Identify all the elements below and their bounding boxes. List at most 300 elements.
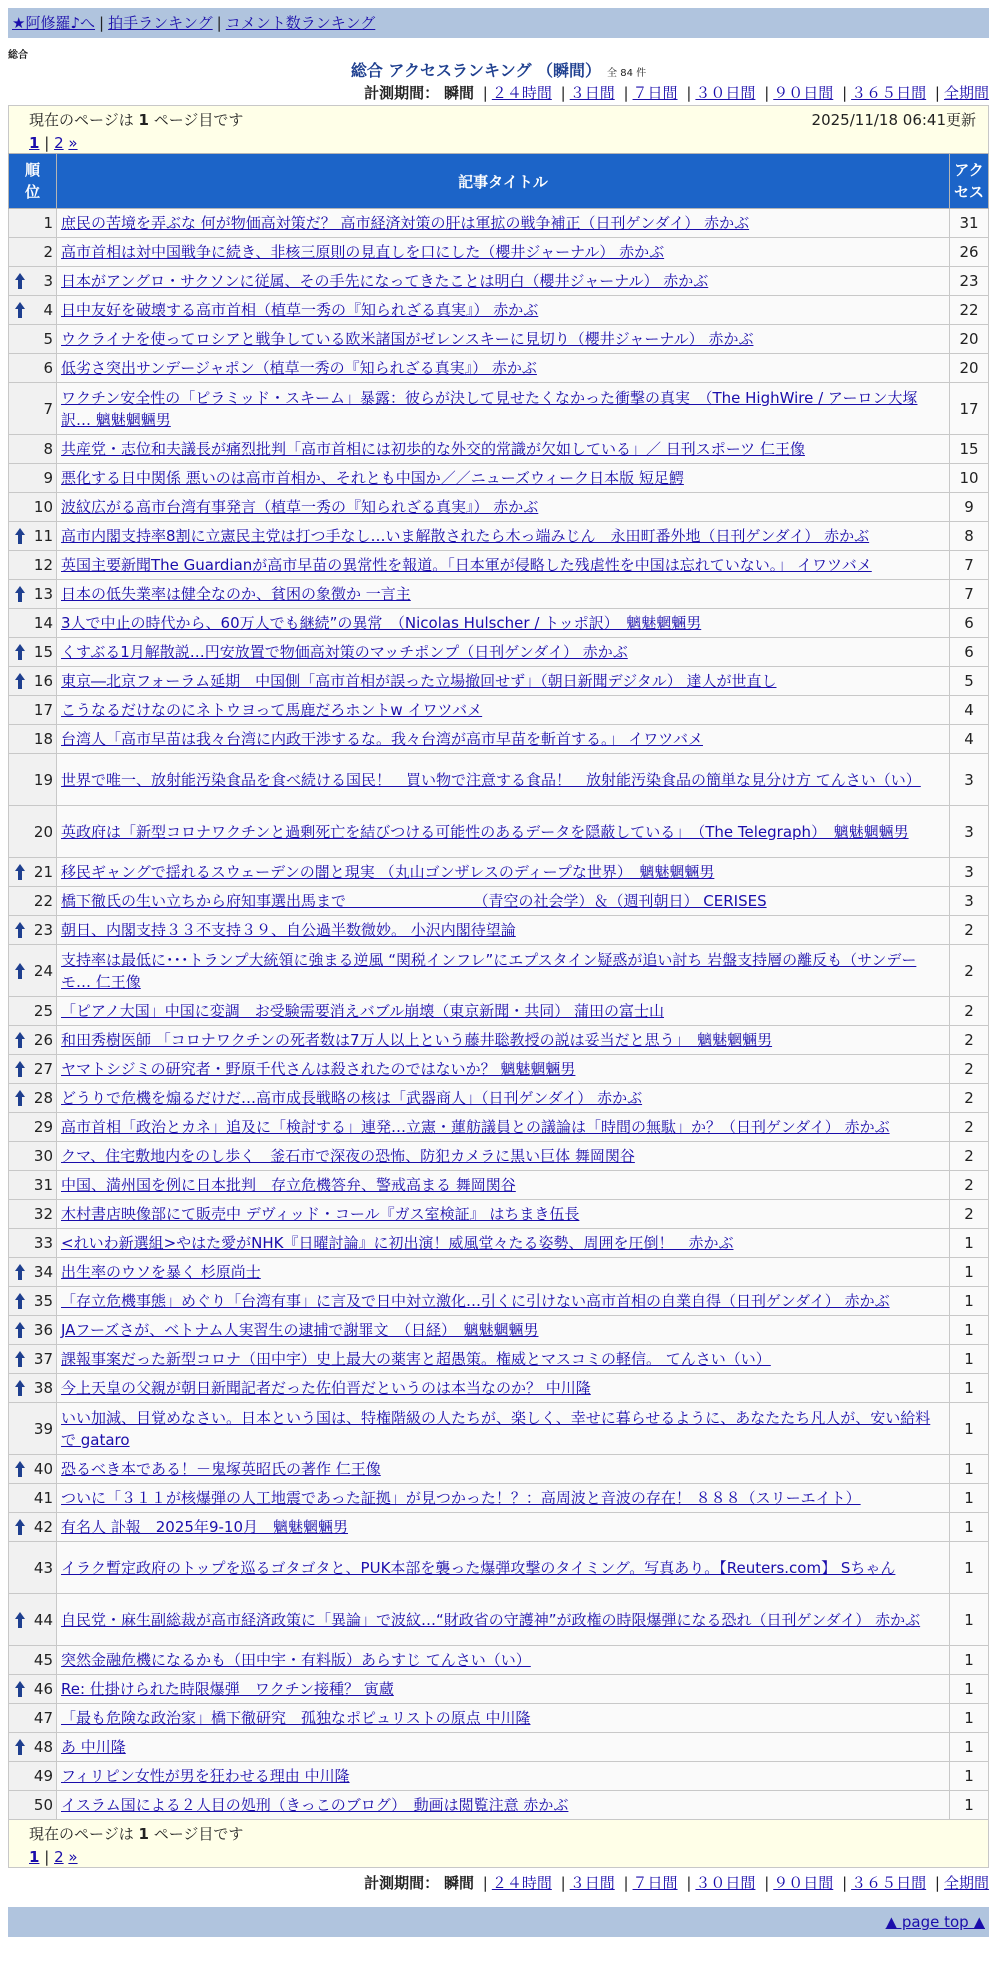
title-cell bbox=[57, 1287, 950, 1316]
up-arrow-icon bbox=[14, 272, 26, 290]
title-cell bbox=[57, 1084, 950, 1113]
access-count: 31 bbox=[950, 209, 989, 238]
title-cell bbox=[57, 1345, 950, 1374]
article-title-link[interactable]: 高市内閣支持率8割に立憲民主党は打つ手なし…いま解散されたら木っ端みじん 永田町番外地（日刊ゲンダイ） 赤かぶ bbox=[61, 527, 870, 545]
title-cell bbox=[57, 609, 950, 638]
article-title-link[interactable]: 今上天皇の父親が朝日新聞記者だった佐伯晋だというのは本当なのか？ 中川隆 bbox=[61, 1379, 591, 1397]
title-cell bbox=[57, 1704, 950, 1733]
article-title-link[interactable]: JAフーズさが、ベトナム人実習生の逮捕で謝罪文 （日経） 魑魅魍魎男 bbox=[61, 1321, 539, 1339]
access-count: 1 bbox=[950, 1791, 989, 1820]
up-arrow-icon bbox=[14, 1460, 26, 1478]
access-count: 22 bbox=[950, 296, 989, 325]
rank-column-header bbox=[9, 154, 57, 209]
rank-number: 21 bbox=[33, 863, 53, 881]
pager-bottom bbox=[8, 1820, 989, 1868]
title-cell bbox=[57, 1513, 950, 1542]
access-count: 2 bbox=[950, 916, 989, 945]
article-title-link[interactable]: 「最も危険な政治家」橋下徹研究 孤独なポピュリストの原点 中川隆 bbox=[61, 1709, 531, 1727]
access-count: 3 bbox=[950, 754, 989, 806]
access-column-header bbox=[950, 154, 989, 209]
table-row bbox=[9, 580, 989, 609]
access-count: 1 bbox=[950, 1542, 989, 1594]
rank-number: 17 bbox=[33, 701, 53, 719]
access-count: 1 bbox=[950, 1229, 989, 1258]
nav-separator: | bbox=[216, 14, 222, 32]
article-title-link[interactable]: 突然金融危機になるかも（田中宇・有料版）あらすじ てんさい（い） bbox=[61, 1651, 531, 1669]
category-label: 総合 bbox=[8, 50, 28, 61]
article-title-link[interactable]: 支持率は最低に･･･トランプ大統領に強まる逆風 “関税インフレ”にエプスタイン疑惑が追い討ち 岩盤支持層の離反も（サンデーモ… 仁王像 bbox=[61, 950, 917, 991]
article-title-link[interactable]: くすぶる1月解散説…円安放置で物価高対策のマッチポンプ（日刊ゲンダイ） 赤かぶ bbox=[61, 643, 628, 661]
access-count: 2 bbox=[950, 1113, 989, 1142]
rank-number: 36 bbox=[33, 1321, 53, 1339]
access-count: 2 bbox=[950, 1200, 989, 1229]
period-all-link[interactable]: 全期間 bbox=[943, 84, 989, 102]
article-title-link[interactable]: 波紋広がる高市台湾有事発言（植草一秀の『知られざる真実』） 赤かぶ bbox=[61, 498, 539, 516]
article-title-link[interactable]: 日本の低失業率は健全なのか、貧困の象徴か 一言主 bbox=[61, 585, 411, 603]
period-label: 計測期間： bbox=[364, 1874, 440, 1892]
article-title-link[interactable]: ついに「３１１が核爆弾の人工地震であった証拠」が見つかった！？：高周波と音波の存在！ ８８８（スリーエイト） bbox=[61, 1489, 861, 1507]
rank-cell bbox=[9, 1287, 57, 1316]
access-count: 3 bbox=[950, 858, 989, 887]
rank-cell bbox=[9, 1171, 57, 1200]
rank-cell bbox=[9, 296, 57, 325]
pager-separator: | bbox=[44, 134, 50, 152]
title-cell bbox=[57, 1142, 950, 1171]
access-count: 8 bbox=[950, 522, 989, 551]
title-cell bbox=[57, 522, 950, 551]
rank-cell bbox=[9, 267, 57, 296]
rank-cell bbox=[9, 1542, 57, 1594]
period-30d-link[interactable]: ３０日間 bbox=[695, 84, 756, 102]
article-title-link[interactable]: 橋下徹氏の生い立ちから府知事選出馬まで （青空の社会学）＆（週刊朝日） CERISES bbox=[61, 892, 767, 910]
table-row bbox=[9, 1229, 989, 1258]
rank-header-label: 順位 bbox=[24, 161, 40, 201]
table-row bbox=[9, 725, 989, 754]
rank-number: 39 bbox=[33, 1419, 53, 1438]
title-cell bbox=[57, 1229, 950, 1258]
up-arrow-icon bbox=[14, 643, 26, 661]
up-arrow-icon bbox=[14, 1518, 26, 1536]
table-row bbox=[9, 296, 989, 325]
access-count: 1 bbox=[950, 1345, 989, 1374]
page-2-link[interactable]: 2 bbox=[54, 1848, 64, 1866]
page-1-link[interactable]: 1 bbox=[29, 1848, 40, 1866]
rank-number: 9 bbox=[43, 469, 53, 487]
rank-number: 22 bbox=[33, 892, 53, 910]
rank-cell bbox=[9, 1646, 57, 1675]
article-title-link[interactable]: <れいわ新選組>やはた愛がNHK『日曜討論』に初出演！威風堂々たる姿勢、周囲を圧倒！ 赤かぶ bbox=[61, 1234, 734, 1252]
rank-number: 16 bbox=[33, 672, 53, 690]
table-row bbox=[9, 1513, 989, 1542]
article-title-link[interactable]: 課報事案だった新型コロナ（田中宇）史上最大の薬害と超愚策。権威とマスコミの軽信。 てんさい（い） bbox=[61, 1350, 771, 1368]
up-arrow-icon bbox=[14, 1350, 26, 1368]
rank-cell bbox=[9, 580, 57, 609]
up-arrow-icon bbox=[14, 1292, 26, 1310]
rank-cell bbox=[9, 1026, 57, 1055]
ranking-table bbox=[8, 153, 989, 1820]
period-selector-bottom bbox=[8, 1872, 989, 1895]
page-status-pre: 現在のページは bbox=[29, 111, 134, 129]
access-count: 6 bbox=[950, 609, 989, 638]
rank-cell bbox=[9, 464, 57, 493]
item-count: 全 84 件 bbox=[607, 68, 647, 79]
table-row bbox=[9, 1026, 989, 1055]
title-cell bbox=[57, 296, 950, 325]
title-cell bbox=[57, 1646, 950, 1675]
rank-cell bbox=[9, 1762, 57, 1791]
period-separator: | bbox=[764, 84, 770, 102]
up-arrow-icon bbox=[14, 1263, 26, 1281]
rank-number: 33 bbox=[33, 1234, 53, 1252]
rank-cell bbox=[9, 1374, 57, 1403]
article-title-link[interactable]: 台湾人「高市早苗は我々台湾に内政干渉するな。我々台湾が高市早苗を斬首する。」 イワツバメ bbox=[61, 730, 703, 748]
title-cell bbox=[57, 493, 950, 522]
rank-cell bbox=[9, 1084, 57, 1113]
title-cell bbox=[57, 754, 950, 806]
rank-cell bbox=[9, 1316, 57, 1345]
rank-number: 35 bbox=[33, 1292, 53, 1310]
title-cell bbox=[57, 1675, 950, 1704]
article-title-link[interactable]: 恐るべき本である！－鬼塚英昭氏の著作 仁王像 bbox=[61, 1460, 381, 1478]
rank-cell bbox=[9, 667, 57, 696]
rank-number: 2 bbox=[43, 243, 53, 261]
access-count: 1 bbox=[950, 1646, 989, 1675]
page-number: 1 bbox=[138, 111, 149, 129]
rank-number: 3 bbox=[43, 272, 53, 290]
page-2-link[interactable]: 2 bbox=[54, 134, 64, 152]
access-count: 4 bbox=[950, 725, 989, 754]
access-count: 9 bbox=[950, 493, 989, 522]
table-row bbox=[9, 1345, 989, 1374]
article-title-link[interactable]: 有名人 訃報 2025年9-10月 魑魅魍魎男 bbox=[61, 1518, 348, 1536]
title-cell bbox=[57, 667, 950, 696]
title-cell bbox=[57, 858, 950, 887]
next-page-link[interactable]: » bbox=[68, 1848, 78, 1866]
period-7d-link[interactable]: ７日間 bbox=[632, 84, 678, 102]
rank-cell bbox=[9, 325, 57, 354]
title-cell bbox=[57, 1055, 950, 1084]
rank-cell bbox=[9, 887, 57, 916]
article-title-link[interactable]: 木村書店映像部にて販売中 デヴィッド・コール『ガス室検証』 はちまき伍長 bbox=[61, 1205, 580, 1223]
period-30d-link[interactable]: ３０日間 bbox=[695, 1874, 756, 1892]
table-row bbox=[9, 945, 989, 997]
title-cell bbox=[57, 1455, 950, 1484]
rank-number: 40 bbox=[33, 1460, 53, 1478]
table-row bbox=[9, 325, 989, 354]
article-title-link[interactable]: 英国主要新聞The Guardianが高市早苗の異常性を報道。「日本軍が侵略した残虐性を中国は忘れていない。」 イワツバメ bbox=[61, 556, 872, 574]
table-row bbox=[9, 1762, 989, 1791]
article-title-link[interactable]: 和田秀樹医師 「コロナワクチンの死者数は7万人以上という藤井聡教授の説は妥当だと思う」 魑魅魍魎男 bbox=[61, 1031, 773, 1049]
up-arrow-icon bbox=[14, 585, 26, 603]
period-365d-link[interactable]: ３６５日間 bbox=[851, 1874, 927, 1892]
article-title-link[interactable]: 東京―北京フォーラム延期 中国側「高市首相が誤った立場撤回せず」（朝日新聞デジタル） 達人が世直し bbox=[61, 672, 777, 690]
table-row bbox=[9, 1171, 989, 1200]
period-24h-link[interactable]: ２４時間 bbox=[491, 84, 552, 102]
title-cell bbox=[57, 1026, 950, 1055]
period-90d-link[interactable]: ９０日間 bbox=[773, 1874, 834, 1892]
title-cell bbox=[57, 916, 950, 945]
table-row bbox=[9, 1484, 989, 1513]
rank-number: 46 bbox=[33, 1680, 53, 1698]
title-cell bbox=[57, 725, 950, 754]
title-cell bbox=[57, 1171, 950, 1200]
access-count: 2 bbox=[950, 1084, 989, 1113]
title-cell bbox=[57, 997, 950, 1026]
article-title-link[interactable]: 日本がアングロ・サクソンに従属、その手先になってきたことは明白（櫻井ジャーナル） 赤かぶ bbox=[61, 272, 709, 290]
ranking-table-body bbox=[9, 209, 989, 1820]
rank-cell bbox=[9, 209, 57, 238]
article-title-link[interactable]: 日中友好を破壊する高市首相（植草一秀の『知られざる真実』） 赤かぶ bbox=[61, 301, 539, 319]
rank-number: 37 bbox=[33, 1350, 53, 1368]
title-cell bbox=[57, 1403, 950, 1455]
access-count: 5 bbox=[950, 667, 989, 696]
access-count: 1 bbox=[950, 1675, 989, 1704]
table-row bbox=[9, 493, 989, 522]
table-row bbox=[9, 754, 989, 806]
rank-number: 8 bbox=[43, 440, 53, 458]
rank-cell bbox=[9, 725, 57, 754]
clap-ranking-link[interactable]: 拍手ランキング bbox=[108, 14, 213, 32]
title-cell bbox=[57, 383, 950, 435]
up-arrow-icon bbox=[14, 672, 26, 690]
title-cell bbox=[57, 1374, 950, 1403]
page-1-link[interactable]: 1 bbox=[29, 134, 40, 152]
top-nav bbox=[8, 8, 989, 38]
rank-cell bbox=[9, 754, 57, 806]
title-cell bbox=[57, 1484, 950, 1513]
article-title-link[interactable]: イラク暫定政府のトップを巡るゴタゴタと、PUK本部を襲った爆弾攻撃のタイミング。写真あり。【Reuters.com】 Sちゃん bbox=[61, 1558, 896, 1577]
table-row bbox=[9, 1542, 989, 1594]
period-3d-link[interactable]: ３日間 bbox=[569, 84, 615, 102]
rank-cell bbox=[9, 238, 57, 267]
rank-number: 13 bbox=[33, 585, 53, 603]
access-count: 17 bbox=[950, 383, 989, 435]
rank-cell bbox=[9, 945, 57, 997]
rank-number: 11 bbox=[33, 527, 53, 545]
article-title-link[interactable]: ウクライナを使ってロシアと戦争している欧米諸国がゼレンスキーに見切り（櫻井ジャーナル） 赤かぶ bbox=[61, 330, 754, 348]
access-count: 20 bbox=[950, 325, 989, 354]
access-count: 3 bbox=[950, 887, 989, 916]
access-count: 1 bbox=[950, 1316, 989, 1345]
table-row bbox=[9, 997, 989, 1026]
access-count: 1 bbox=[950, 1455, 989, 1484]
article-title-link[interactable]: 3人で中止の時代から、60万人でも継続”の異常 （Nicolas Hulscher / トッポ訳） 魑魅魍魎男 bbox=[61, 614, 702, 632]
article-title-link[interactable]: フィリピン女性が男を狂わせる理由 中川隆 bbox=[61, 1767, 350, 1785]
period-90d-link[interactable]: ９０日間 bbox=[773, 84, 834, 102]
home-link[interactable]: ★阿修羅♪へ bbox=[12, 14, 96, 32]
rank-cell bbox=[9, 1675, 57, 1704]
rank-number: 25 bbox=[33, 1002, 53, 1020]
period-7d-link[interactable]: ７日間 bbox=[632, 1874, 678, 1892]
article-title-link[interactable]: どうりで危機を煽るだけだ…高市成長戦略の核は「武器商人」（日刊ゲンダイ） 赤かぶ bbox=[61, 1089, 643, 1107]
table-row bbox=[9, 1084, 989, 1113]
up-arrow-icon bbox=[14, 1321, 26, 1339]
period-24h-link[interactable]: ２４時間 bbox=[491, 1874, 552, 1892]
page-status-post: ページ目です bbox=[153, 111, 244, 129]
up-arrow-icon bbox=[14, 527, 26, 545]
title-cell bbox=[57, 1733, 950, 1762]
table-row bbox=[9, 1287, 989, 1316]
rank-cell bbox=[9, 1200, 57, 1229]
article-title-link[interactable]: 高市首相「政治とカネ」追及に「検討する」連発…立憲・蓮舫議員との議論は「時間の無駄」か？（日刊ゲンダイ） 赤かぶ bbox=[61, 1118, 890, 1136]
table-row bbox=[9, 1791, 989, 1820]
article-title-link[interactable]: こうなるだけなのにネトウヨって馬鹿だろホントw イワツバメ bbox=[61, 701, 483, 719]
rank-cell bbox=[9, 1733, 57, 1762]
table-row bbox=[9, 1594, 989, 1646]
table-row bbox=[9, 858, 989, 887]
table-row bbox=[9, 1704, 989, 1733]
table-row bbox=[9, 238, 989, 267]
rank-cell bbox=[9, 493, 57, 522]
title-cell bbox=[57, 1594, 950, 1646]
article-title-link[interactable]: 「存立危機事態」めぐり「台湾有事」に言及で日中対立激化…引くに引けない高市首相の自業自得（日刊ゲンダイ） 赤かぶ bbox=[61, 1292, 890, 1310]
title-cell bbox=[57, 580, 950, 609]
period-separator: | bbox=[560, 1874, 566, 1892]
title-cell bbox=[57, 325, 950, 354]
rank-number: 26 bbox=[33, 1031, 53, 1049]
rank-cell bbox=[9, 1484, 57, 1513]
rank-cell bbox=[9, 522, 57, 551]
access-count: 1 bbox=[950, 1484, 989, 1513]
table-row bbox=[9, 638, 989, 667]
period-3d-link[interactable]: ３日間 bbox=[569, 1874, 615, 1892]
rank-number: 42 bbox=[33, 1518, 53, 1536]
page-status-pre: 現在のページは bbox=[29, 1825, 134, 1843]
title-cell bbox=[57, 1258, 950, 1287]
article-title-link[interactable]: いい加減、目覚めなさい。日本という国は、特権階級の人たちが、楽しく、幸せに暮らせるように、あなたたち凡人が、安い給料で gataro bbox=[61, 1408, 931, 1449]
period-selector-top bbox=[8, 82, 989, 105]
rank-number: 44 bbox=[33, 1610, 53, 1629]
article-title-link[interactable]: 庶民の苦境を弄ぶな 何が物価高対策だ？ 高市経済対策の肝は軍拡の戦争補正（日刊ゲンダイ） 赤かぶ bbox=[61, 214, 750, 232]
up-arrow-icon bbox=[14, 1738, 26, 1756]
rank-number: 49 bbox=[33, 1767, 53, 1785]
rank-number: 34 bbox=[33, 1263, 53, 1281]
rank-number: 29 bbox=[33, 1118, 53, 1136]
table-row bbox=[9, 1142, 989, 1171]
rank-number: 48 bbox=[33, 1738, 53, 1756]
rank-number: 28 bbox=[33, 1089, 53, 1107]
article-title-link[interactable]: 中国、満州国を例に日本批判 存立危機答弁、警戒高まる 舞岡関谷 bbox=[61, 1176, 516, 1194]
rank-number: 27 bbox=[33, 1060, 53, 1078]
table-row bbox=[9, 267, 989, 296]
rank-cell bbox=[9, 696, 57, 725]
rank-cell bbox=[9, 1403, 57, 1455]
up-arrow-icon bbox=[14, 1031, 26, 1049]
period-365d-link[interactable]: ３６５日間 bbox=[851, 84, 927, 102]
period-separator: | bbox=[623, 84, 629, 102]
access-count: 2 bbox=[950, 1026, 989, 1055]
rank-number: 45 bbox=[33, 1651, 53, 1669]
rank-cell bbox=[9, 1345, 57, 1374]
article-title-link[interactable]: イスラム国による２人目の処刑（きっこのブログ） 動画は閲覧注意 赤かぶ bbox=[61, 1796, 569, 1814]
table-row bbox=[9, 1403, 989, 1455]
article-title-link[interactable]: ヤマトシジミの研究者・野原千代さんは殺されたのではないか？ 魑魅魍魎男 bbox=[61, 1060, 576, 1078]
table-row bbox=[9, 209, 989, 238]
nav-separator: | bbox=[99, 14, 105, 32]
article-title-link[interactable]: 低劣さ突出サンデージャポン（植草一秀の『知られざる真実』） 赤かぶ bbox=[61, 359, 537, 377]
title-cell bbox=[57, 551, 950, 580]
period-separator: | bbox=[623, 1874, 629, 1892]
article-title-link[interactable]: 自民党・麻生副総裁が高市経済政策に「異論」で波紋…“財政省の守護神”が政権の時限爆弾になる恐れ（日刊ゲンダイ） 赤かぶ bbox=[61, 1610, 921, 1629]
article-title-link[interactable]: 世界で唯一、放射能汚染食品を食べ続ける国民！ 買い物で注意する食品！ 放射能汚染食品の簡単な見分け方 てんさい（い） bbox=[61, 770, 921, 789]
title-cell bbox=[57, 1542, 950, 1594]
table-row bbox=[9, 551, 989, 580]
comment-ranking-link[interactable]: コメント数ランキング bbox=[225, 14, 376, 32]
page-status bbox=[29, 108, 243, 132]
rank-number: 47 bbox=[33, 1709, 53, 1727]
article-title-link[interactable]: 悪化する日中関係 悪いのは高市首相か、それとも中国か／／ニューズウィーク日本版 短足鰐 bbox=[61, 469, 684, 487]
up-arrow-icon bbox=[14, 1680, 26, 1698]
period-separator: | bbox=[934, 1874, 940, 1892]
title-cell bbox=[57, 696, 950, 725]
rank-cell bbox=[9, 383, 57, 435]
access-count: 2 bbox=[950, 1055, 989, 1084]
title-cell bbox=[57, 945, 950, 997]
period-separator: | bbox=[482, 1874, 488, 1892]
up-arrow-icon bbox=[14, 962, 26, 980]
rank-number: 10 bbox=[33, 498, 53, 516]
title-cell bbox=[57, 1316, 950, 1345]
rank-cell bbox=[9, 551, 57, 580]
title-column-header: 記事タイトル bbox=[57, 154, 950, 209]
rank-number: 14 bbox=[33, 614, 53, 632]
rank-cell bbox=[9, 354, 57, 383]
period-all-link[interactable]: 全期間 bbox=[943, 1874, 989, 1892]
article-title-link[interactable]: 共産党・志位和夫議長が痛烈批判「高市首相には初歩的な外交的常識が欠如している」／ 日刊スポーツ 仁王像 bbox=[61, 440, 805, 458]
table-row bbox=[9, 667, 989, 696]
rank-number: 7 bbox=[43, 399, 53, 418]
period-current: 瞬間 bbox=[443, 84, 474, 102]
access-count: 6 bbox=[950, 638, 989, 667]
up-arrow-icon bbox=[14, 1611, 26, 1629]
article-title-link[interactable]: 英政府は「新型コロナワクチンと過剰死亡を結びつける可能性のあるデータを隠蔽している」 （The Telegraph） 魑魅魍魎男 bbox=[61, 822, 909, 841]
up-arrow-icon bbox=[14, 1379, 26, 1397]
period-separator: | bbox=[560, 84, 566, 102]
table-row bbox=[9, 1258, 989, 1287]
access-count: 1 bbox=[950, 1762, 989, 1791]
rank-cell bbox=[9, 1455, 57, 1484]
access-count: 1 bbox=[950, 1403, 989, 1455]
rank-number: 5 bbox=[43, 330, 53, 348]
access-count: 4 bbox=[950, 696, 989, 725]
rank-number: 12 bbox=[33, 556, 53, 574]
rank-cell bbox=[9, 1258, 57, 1287]
table-row bbox=[9, 916, 989, 945]
table-row bbox=[9, 1055, 989, 1084]
page-top-link[interactable]: ▲ page top ▲ bbox=[885, 1913, 985, 1931]
article-title-link[interactable]: あ 中川隆 bbox=[61, 1738, 126, 1756]
article-title-link[interactable]: 高市首相は対中国戦争に続き、非核三原則の見直しを口にした（櫻井ジャーナル） 赤かぶ bbox=[61, 243, 665, 261]
article-title-link[interactable]: 「ピアノ大国」中国に変調 お受験需要消えバブル崩壊（東京新聞・共同） 蒲田の富士山 bbox=[61, 1002, 664, 1020]
table-row bbox=[9, 1200, 989, 1229]
article-title-link[interactable]: 移民ギャングで揺れるスウェーデンの闇と現実 （丸山ゴンザレスのディープな世界） 魑魅魍魎男 bbox=[61, 863, 715, 881]
next-page-link[interactable]: » bbox=[68, 134, 78, 152]
article-title-link[interactable]: クマ、住宅敷地内をのし歩く 釜石市で深夜の恐怖、防犯カメラに黒い巨体 舞岡関谷 bbox=[61, 1147, 635, 1165]
article-title-link[interactable]: Re: 仕掛けられた時限爆弾 ワクチン接種？ 寅蔵 bbox=[61, 1680, 394, 1698]
rank-cell bbox=[9, 609, 57, 638]
title-cell bbox=[57, 435, 950, 464]
title-cell bbox=[57, 1113, 950, 1142]
article-title-link[interactable]: ワクチン安全性の「ピラミッド・スキーム」暴露：彼らが決して見せたくなかった衝撃の真実 （The HighWire / アーロン大塚訳… 魑魅魍魎男 bbox=[61, 388, 918, 429]
article-title-link[interactable]: 朝日、内閣支持３３不支持３９、自公過半数微妙。 小沢内閣待望論 bbox=[61, 921, 516, 939]
table-row bbox=[9, 522, 989, 551]
period-separator: | bbox=[686, 84, 692, 102]
rank-number: 43 bbox=[33, 1558, 53, 1577]
article-title-link[interactable]: 出生率のウソを暴く 杉原尚士 bbox=[61, 1263, 261, 1281]
access-count: 1 bbox=[950, 1258, 989, 1287]
rank-cell bbox=[9, 1594, 57, 1646]
title-cell bbox=[57, 1762, 950, 1791]
